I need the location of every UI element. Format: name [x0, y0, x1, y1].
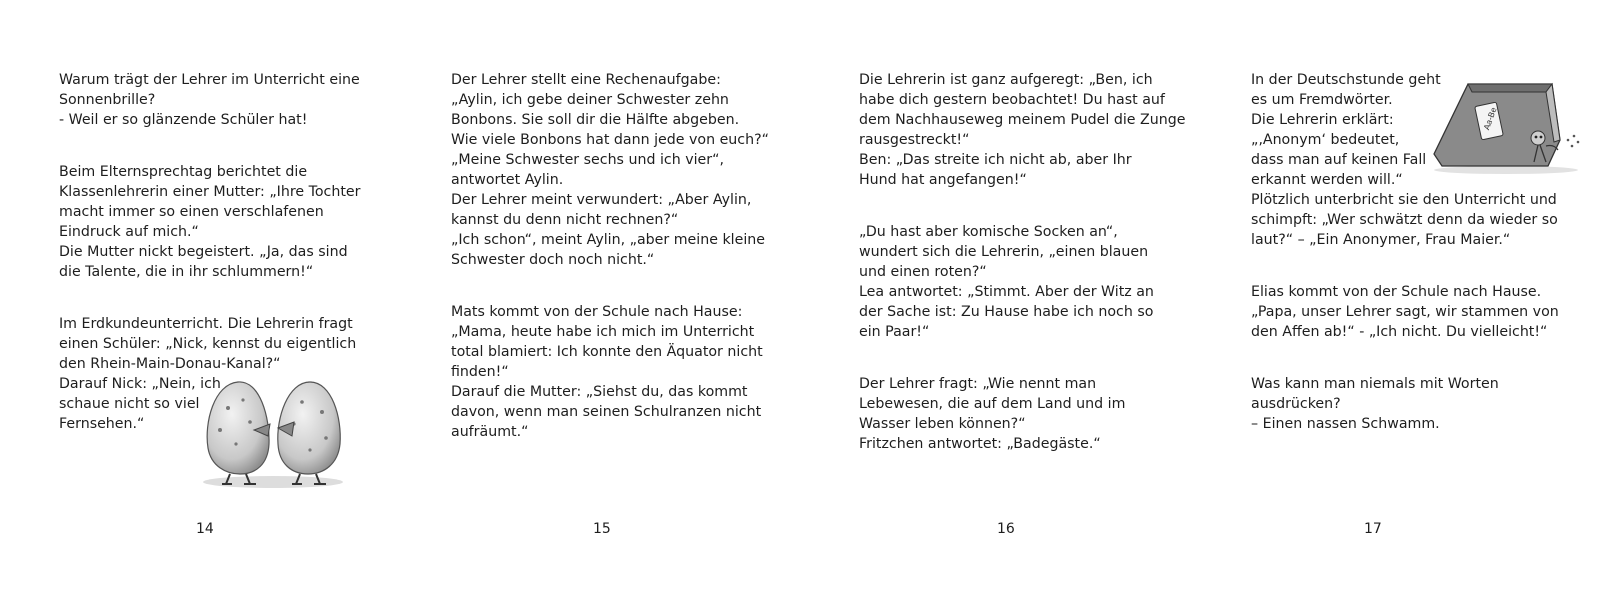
text-line: Im Erdkundeunterricht. Die Lehrerin fragt: [59, 316, 353, 332]
text-line: „Du hast aber komische Socken an“,: [859, 224, 1118, 240]
joke-equator: [451, 302, 781, 442]
text-line: Lea antwortet: „Stimmt. Aber der Witz an: [859, 284, 1154, 300]
text-line: Was kann man niemals mit Worten: [1251, 376, 1499, 392]
text-line: Plötzlich unterbricht sie den Unterricht und: [1251, 192, 1557, 208]
text-line: rausgestreckt!“: [859, 132, 970, 148]
text-line: „Meine Schwester sechs und ich vier“,: [451, 152, 724, 168]
text-line: Wie viele Bonbons hat dann jede von euch?“: [451, 132, 769, 148]
text-line: Die Lehrerin ist ganz aufgeregt: „Ben, ich: [859, 72, 1153, 88]
hatching-eggs-icon: [198, 378, 348, 490]
page-number: 15: [593, 521, 611, 537]
text-line: aufräumt.“: [451, 424, 529, 440]
text-line: erkannt werden will.“: [1251, 172, 1403, 188]
text-line: den Affen ab!“ - „Ich nicht. Du vielleicht!“: [1251, 324, 1548, 340]
text-line: Elias kommt von der Schule nach Hause.: [1251, 284, 1542, 300]
text-line: Darauf Nick: „Nein, ich: [59, 376, 221, 392]
text-line: - Weil er so glänzende Schüler hat!: [59, 112, 308, 128]
text-line: schaue nicht so viel: [59, 396, 200, 412]
page-number: 16: [997, 521, 1015, 537]
text-line: „Ich schon“, meint Aylin, „aber meine kleine: [451, 232, 766, 248]
joke-amphibians: [859, 374, 1189, 454]
text-line: wundert sich die Lehrerin, „einen blauen: [859, 244, 1149, 260]
text-line: Bonbons. Sie soll dir die Hälfte abgeben.: [451, 112, 740, 128]
text-line: schimpft: „Wer schwätzt denn da wieder so: [1251, 212, 1558, 228]
text-line: ein Paar!“: [859, 324, 930, 340]
text-line: Klassenlehrerin einer Mutter: „Ihre Tochter: [59, 184, 361, 200]
page-15: [400, 0, 800, 607]
text-column: [859, 70, 1189, 486]
text-line: den Rhein-Main-Donau-Kanal?“: [59, 356, 281, 372]
text-line: Warum trägt der Lehrer im Unterricht eine: [59, 72, 360, 88]
text-line: kannst du denn nicht rechnen?“: [451, 212, 679, 228]
text-line: ausdrücken?: [1251, 396, 1341, 412]
text-line: Der Lehrer stellt eine Rechenaufgabe:: [451, 72, 721, 88]
text-line: Hund hat angefangen!“: [859, 172, 1027, 188]
joke-socks: [859, 222, 1189, 342]
text-line: „‚Anonym‘ bedeutet,: [1251, 132, 1400, 148]
joke-parent-teacher: [59, 162, 359, 282]
joke-sponge: [1251, 374, 1581, 434]
joke-sunglasses: [59, 70, 359, 130]
text-line: Schwester doch noch nicht.“: [451, 252, 655, 268]
text-line: einen Schüler: „Nick, kennst du eigentlich: [59, 336, 357, 352]
text-line: Der Lehrer meint verwundert: „Aber Aylin,: [451, 192, 752, 208]
text-line: Ben: „Das streite ich nicht ab, aber Ihr: [859, 152, 1132, 168]
text-line: macht immer so einen verschlafenen: [59, 204, 324, 220]
text-line: dass man auf keinen Fall: [1251, 152, 1427, 168]
text-line: Die Lehrerin erklärt:: [1251, 112, 1394, 128]
text-line: habe dich gestern beobachtet! Du hast auf: [859, 92, 1165, 108]
text-line: finden!“: [451, 364, 509, 380]
text-line: die Talente, die in ihr schlummern!“: [59, 264, 314, 280]
text-line: und einen roten?“: [859, 264, 987, 280]
page-16: [800, 0, 1200, 607]
text-column: [451, 70, 781, 474]
text-line: dem Nachhauseweg meinem Pudel die Zunge: [859, 112, 1186, 128]
text-line: – Einen nassen Schwamm.: [1251, 416, 1440, 432]
page-14: [0, 0, 400, 607]
text-line: Fernsehen.“: [59, 416, 145, 432]
text-line: antwortet Aylin.: [451, 172, 564, 188]
text-line: Wasser leben können?“: [859, 416, 1026, 432]
joke-poodle: [859, 70, 1189, 190]
text-line: „Papa, unser Lehrer sagt, wir stammen von: [1251, 304, 1559, 320]
text-line: Fritzchen antwortet: „Badegäste.“: [859, 436, 1101, 452]
text-line: laut?“ – „Ein Anonymer, Frau Maier.“: [1251, 232, 1511, 248]
text-line: Eindruck auf mich.“: [59, 224, 199, 240]
text-line: Der Lehrer fragt: „Wie nennt man: [859, 376, 1097, 392]
text-line: Lebewesen, die auf dem Land und im: [859, 396, 1126, 412]
text-line: Die Mutter nickt begeistert. „Ja, das sind: [59, 244, 348, 260]
page-number: 17: [1364, 521, 1382, 537]
text-line: davon, wenn man seinen Schulranzen nicht: [451, 404, 762, 420]
text-line: der Sache ist: Zu Hause habe ich noch so: [859, 304, 1154, 320]
text-line: es um Fremdwörter.: [1251, 92, 1393, 108]
text-line: Sonnenbrille?: [59, 92, 156, 108]
text-line: total blamiert: Ich konnte den Äquator nicht: [451, 344, 763, 360]
page-17: [1200, 0, 1600, 607]
joke-apes: [1251, 282, 1581, 342]
book-label: Aa-Be: [1482, 106, 1499, 132]
page-number: 14: [196, 521, 214, 537]
text-line: „Mama, heute habe ich mich im Unterricht: [451, 324, 755, 340]
joke-bonbons: [451, 70, 781, 270]
text-line: Beim Elternsprechtag berichtet die: [59, 164, 308, 180]
text-line: Mats kommt von der Schule nach Hause:: [451, 304, 743, 320]
text-line: In der Deutschstunde geht: [1251, 72, 1441, 88]
book-creature-icon: [1428, 80, 1588, 176]
text-line: Darauf die Mutter: „Siehst du, das kommt: [451, 384, 748, 400]
text-line: „Aylin, ich gebe deiner Schwester zehn: [451, 92, 729, 108]
